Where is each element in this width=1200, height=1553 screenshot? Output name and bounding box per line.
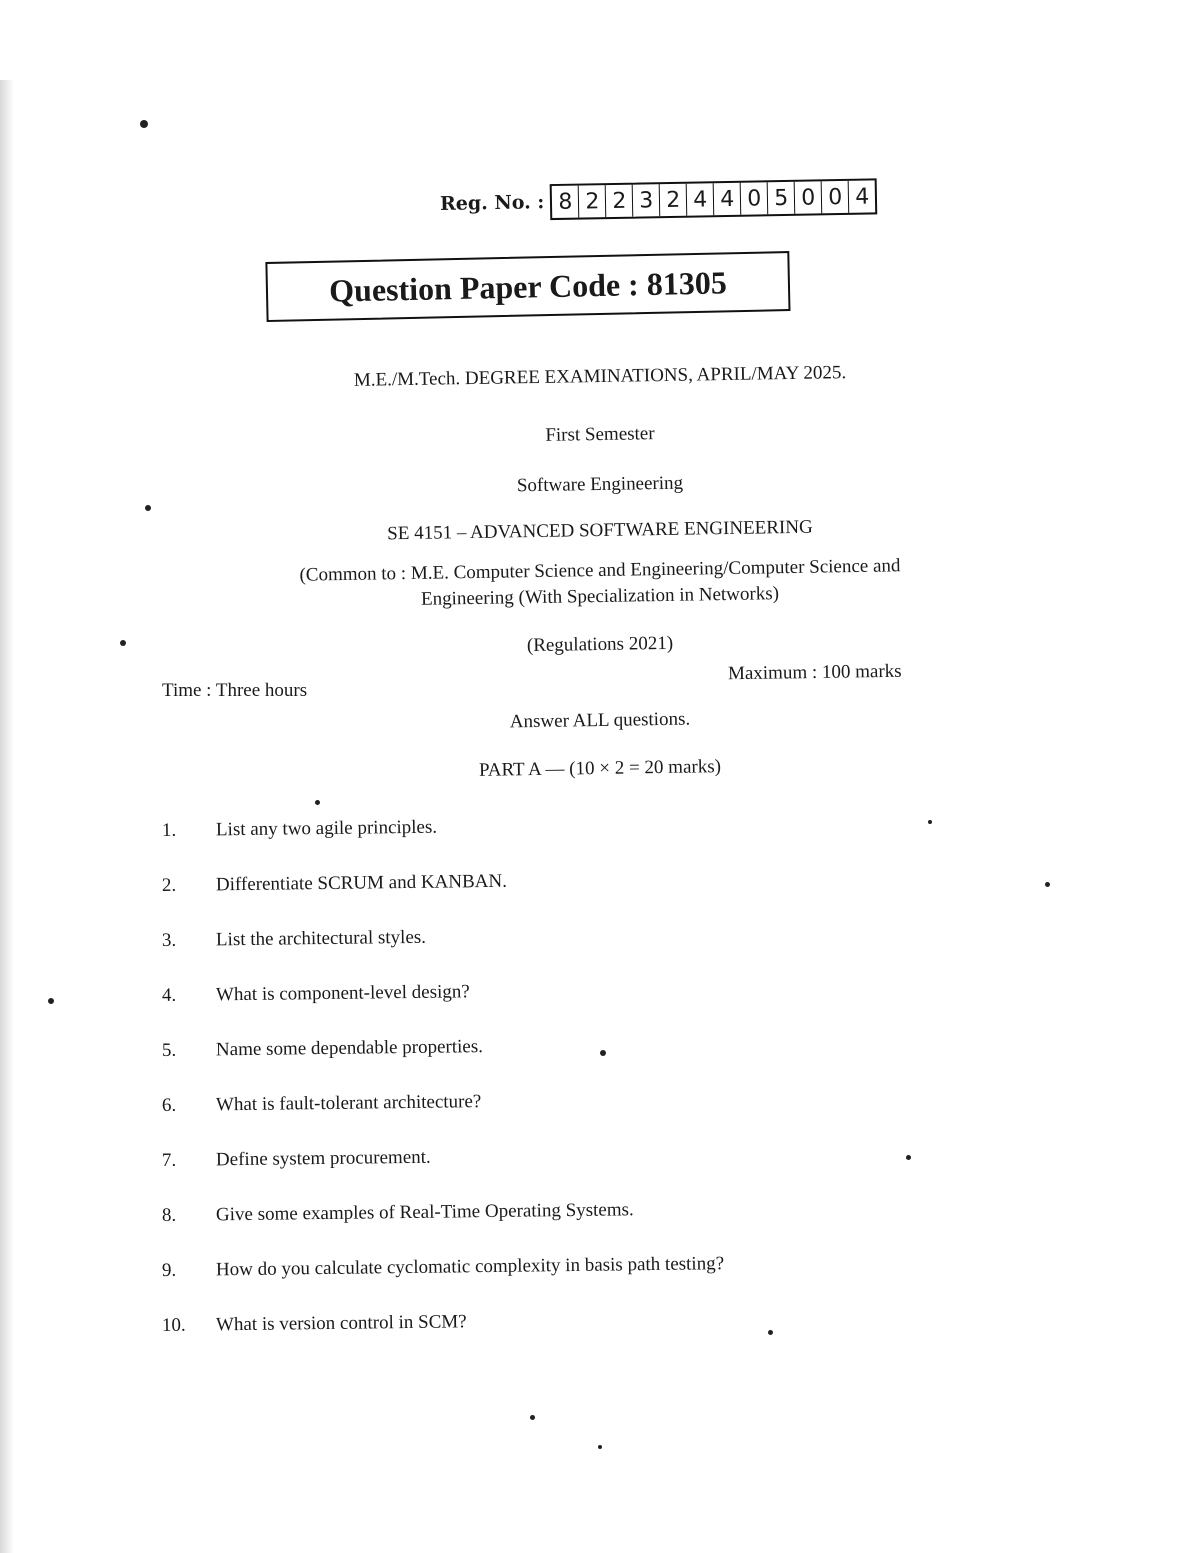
instructions: Answer ALL questions.: [509, 708, 691, 733]
question-text: Differentiate SCRUM and KANBAN.: [215, 870, 508, 896]
question-number: 9.: [161, 1259, 177, 1281]
part-a-title: PART A — (10 × 2 = 20 marks): [478, 756, 722, 781]
reg-digit: 4: [687, 183, 715, 215]
question-text: How do you calculate cyclomatic complexity in basis path testing?: [215, 1253, 725, 1281]
scan-speck: [598, 1445, 602, 1449]
semester: First Semester: [545, 423, 655, 446]
question-number: 2.: [161, 874, 177, 896]
reg-no-boxes: [550, 178, 878, 220]
reg-digit: 4: [714, 183, 742, 215]
reg-digit: 0: [741, 182, 769, 214]
scan-speck: [48, 998, 54, 1004]
question-item: [162, 975, 962, 1007]
question-item: [162, 1140, 962, 1172]
question-number: 8.: [161, 1204, 177, 1226]
reg-no-row: [440, 178, 878, 222]
question-item: [162, 810, 962, 842]
question-item: [162, 1030, 962, 1062]
question-text: Give some examples of Real-Time Operating Systems.: [215, 1199, 634, 1226]
question-text: List any two agile principles.: [215, 816, 438, 841]
question-text: Define system procurement.: [215, 1146, 431, 1171]
reg-no-label: Reg. No. :: [439, 191, 545, 215]
question-number: 10.: [161, 1314, 186, 1336]
question-number: 7.: [161, 1149, 177, 1171]
reg-digit: 2: [660, 184, 688, 216]
branch: Software Engineering: [516, 472, 684, 497]
question-item: [162, 1195, 962, 1227]
reg-digit: 0: [822, 181, 850, 213]
question-number: 3.: [161, 929, 177, 951]
reg-digit: 4: [855, 184, 870, 210]
regulations: (Regulations 2021): [526, 632, 674, 657]
scan-speck: [768, 1330, 773, 1335]
question-paper-code-box: [265, 251, 790, 322]
question-text: Name some dependable properties.: [215, 1036, 484, 1061]
reg-digit: 3: [633, 184, 661, 216]
question-item: [162, 1085, 962, 1117]
common-to-line1: (Common to : M.E. Computer Science and Engineering/Computer Science and: [299, 555, 901, 586]
common-to-line2: Engineering (With Specialization in Networks): [420, 583, 780, 610]
question-paper-code-value: 81305: [646, 263, 728, 302]
question-item: [162, 1250, 962, 1282]
scan-speck: [1045, 882, 1050, 887]
exam-title: M.E./M.Tech. DEGREE EXAMINATIONS, APRIL/MAY 2025.: [353, 362, 847, 391]
question-number: 4.: [161, 984, 177, 1006]
question-text: What is component-level design?: [215, 981, 470, 1006]
question-text: List the architectural styles.: [215, 926, 427, 951]
question-number: 6.: [161, 1094, 177, 1116]
reg-digit: 5: [768, 182, 796, 214]
reg-digit: 2: [579, 185, 607, 217]
scan-speck: [145, 505, 151, 511]
question-number: 1.: [161, 819, 177, 841]
question-item: [162, 1305, 962, 1337]
question-text: What is fault-tolerant architecture?: [215, 1091, 482, 1116]
reg-digit: 0: [795, 181, 823, 213]
scan-speck: [120, 640, 126, 646]
scan-speck: [530, 1415, 535, 1420]
maximum-marks: Maximum : 100 marks: [727, 660, 902, 685]
scan-edge-shadow: [0, 80, 14, 1553]
time-allowed: Time : Three hours: [162, 680, 308, 701]
reg-digit: 8: [552, 186, 580, 218]
question-text: What is version control in SCM?: [215, 1311, 467, 1336]
question-number: 5.: [161, 1039, 177, 1061]
scan-speck: [315, 800, 320, 805]
question-paper-code-label: Question Paper Code :: [328, 265, 640, 309]
question-item: [162, 865, 962, 897]
subject-title: SE 4151 – ADVANCED SOFTWARE ENGINEERING: [387, 516, 813, 545]
reg-digit: 2: [606, 185, 634, 217]
scan-speck: [140, 120, 148, 128]
question-item: [162, 920, 962, 952]
